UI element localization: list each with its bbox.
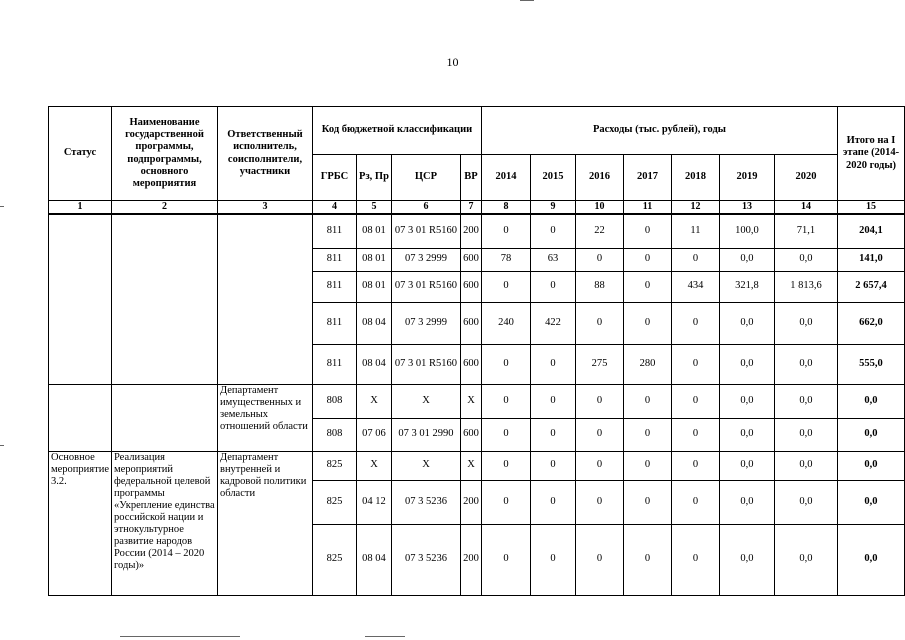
vr-cell: 600 [460, 418, 481, 451]
year-value-cell: 275 [575, 344, 623, 384]
year-value-cell: 0 [575, 451, 623, 480]
vr-cell: X [460, 384, 481, 418]
total-cell: 204,1 [837, 214, 904, 248]
year-value-cell: 0 [530, 524, 575, 595]
csr-cell: X [391, 451, 460, 480]
year-value-cell: 0,0 [719, 524, 774, 595]
header-year: 2015 [530, 155, 575, 201]
grbs-cell: 811 [312, 344, 356, 384]
header-year: 2020 [774, 155, 837, 201]
header-vr: ВР [460, 155, 481, 201]
year-value-cell: 0,0 [774, 384, 837, 418]
year-value-cell: 0,0 [719, 451, 774, 480]
vr-cell: X [460, 451, 481, 480]
year-value-cell: 0,0 [774, 344, 837, 384]
rz-cell: 08 04 [356, 524, 391, 595]
year-value-cell: 0,0 [719, 302, 774, 344]
csr-cell: 07 3 01 R5160 [391, 271, 460, 302]
year-value-cell: 0 [623, 384, 671, 418]
column-number: 11 [623, 201, 671, 215]
scan-mark [0, 206, 4, 207]
header-csr: ЦСР [391, 155, 460, 201]
column-number: 8 [481, 201, 530, 215]
year-value-cell: 0 [575, 248, 623, 271]
column-number: 10 [575, 201, 623, 215]
year-value-cell: 0 [671, 418, 719, 451]
year-value-cell: 63 [530, 248, 575, 271]
year-value-cell: 0 [671, 248, 719, 271]
vr-cell: 200 [460, 480, 481, 524]
rz-cell: 08 01 [356, 248, 391, 271]
rz-cell: 08 04 [356, 302, 391, 344]
year-value-cell: 1 813,6 [774, 271, 837, 302]
header-name: Наименование государственной программы, подпрограммы, основного мероприятия [111, 107, 217, 201]
year-value-cell: 0,0 [719, 418, 774, 451]
year-value-cell: 0 [481, 418, 530, 451]
year-value-cell: 0 [575, 302, 623, 344]
year-value-cell: 0 [530, 451, 575, 480]
year-value-cell: 0 [623, 524, 671, 595]
header-total: Итого на I этапе (2014-2020 годы) [837, 107, 904, 201]
page-number: 10 [446, 55, 459, 69]
year-value-cell: 0 [575, 418, 623, 451]
status-cell [49, 214, 112, 384]
header-status: Статус [49, 107, 112, 201]
table-row [49, 214, 905, 248]
year-value-cell: 0 [623, 451, 671, 480]
year-value-cell: 0,0 [774, 418, 837, 451]
csr-cell: 07 3 2999 [391, 302, 460, 344]
csr-cell: 07 3 01 R5160 [391, 214, 460, 248]
column-number: 2 [111, 201, 217, 215]
year-value-cell: 11 [671, 214, 719, 248]
grbs-cell: 811 [312, 302, 356, 344]
year-value-cell: 78 [481, 248, 530, 271]
grbs-cell: 808 [312, 418, 356, 451]
year-value-cell: 0 [623, 418, 671, 451]
header-year: 2018 [671, 155, 719, 201]
column-number: 9 [530, 201, 575, 215]
responsible-cell: Департамент имущественных и земельных отношений области [217, 384, 312, 451]
year-value-cell: 88 [575, 271, 623, 302]
year-value-cell: 280 [623, 344, 671, 384]
vr-cell: 600 [460, 271, 481, 302]
year-value-cell: 0 [623, 271, 671, 302]
header-year: 2016 [575, 155, 623, 201]
year-value-cell: 0 [530, 418, 575, 451]
header-expenses: Расходы (тыс. рублей), годы [481, 107, 837, 155]
column-number: 5 [356, 201, 391, 215]
grbs-cell: 811 [312, 271, 356, 302]
rz-cell: X [356, 451, 391, 480]
total-cell: 0,0 [837, 418, 904, 451]
year-value-cell: 0 [530, 384, 575, 418]
rz-cell: 07 06 [356, 418, 391, 451]
year-value-cell: 0 [671, 302, 719, 344]
year-value-cell: 0,0 [719, 480, 774, 524]
year-value-cell: 240 [481, 302, 530, 344]
total-cell: 555,0 [837, 344, 904, 384]
total-cell: 0,0 [837, 524, 904, 595]
year-value-cell: 0 [530, 271, 575, 302]
scan-mark [365, 636, 405, 637]
year-value-cell: 0 [623, 214, 671, 248]
year-value-cell: 422 [530, 302, 575, 344]
year-value-cell: 0 [671, 451, 719, 480]
name-cell [111, 214, 217, 384]
column-number: 12 [671, 201, 719, 215]
year-value-cell: 22 [575, 214, 623, 248]
year-value-cell: 0 [530, 480, 575, 524]
status-cell: Основное мероприятие 3.2. [49, 451, 112, 595]
year-value-cell: 0 [530, 344, 575, 384]
year-value-cell: 0 [481, 214, 530, 248]
grbs-cell: 811 [312, 214, 356, 248]
column-number: 7 [460, 201, 481, 215]
rz-cell: 08 01 [356, 214, 391, 248]
year-value-cell: 0 [671, 480, 719, 524]
year-value-cell: 71,1 [774, 214, 837, 248]
column-number-row [49, 201, 905, 215]
header-year: 2017 [623, 155, 671, 201]
responsible-cell: Департамент внутренней и кадровой политики области [217, 451, 312, 595]
table-row [49, 451, 905, 480]
year-value-cell: 0 [481, 451, 530, 480]
year-value-cell: 0 [481, 480, 530, 524]
budget-table [48, 106, 905, 596]
total-cell: 0,0 [837, 451, 904, 480]
vr-cell: 600 [460, 344, 481, 384]
year-value-cell: 0 [671, 384, 719, 418]
vr-cell: 200 [460, 524, 481, 595]
grbs-cell: 825 [312, 524, 356, 595]
csr-cell: 07 3 2999 [391, 248, 460, 271]
column-number: 3 [217, 201, 312, 215]
scan-mark [0, 445, 4, 446]
csr-cell: 07 3 01 2990 [391, 418, 460, 451]
header-year: 2019 [719, 155, 774, 201]
csr-cell: 07 3 5236 [391, 480, 460, 524]
year-value-cell: 0,0 [774, 524, 837, 595]
scan-mark [120, 636, 240, 637]
year-value-cell: 0 [530, 214, 575, 248]
column-number: 14 [774, 201, 837, 215]
year-value-cell: 0,0 [719, 384, 774, 418]
column-number: 13 [719, 201, 774, 215]
year-value-cell: 321,8 [719, 271, 774, 302]
year-value-cell: 0,0 [719, 344, 774, 384]
header-rz: Рз, Пр [356, 155, 391, 201]
rz-cell: 04 12 [356, 480, 391, 524]
year-value-cell: 0,0 [774, 302, 837, 344]
year-value-cell: 434 [671, 271, 719, 302]
vr-cell: 200 [460, 214, 481, 248]
status-cell [49, 384, 112, 451]
year-value-cell: 0,0 [774, 480, 837, 524]
total-cell: 0,0 [837, 384, 904, 418]
vr-cell: 600 [460, 302, 481, 344]
table-row [49, 384, 905, 418]
name-cell [111, 384, 217, 451]
csr-cell: 07 3 5236 [391, 524, 460, 595]
year-value-cell: 0 [575, 480, 623, 524]
year-value-cell: 0 [623, 248, 671, 271]
column-number: 4 [312, 201, 356, 215]
year-value-cell: 0 [623, 302, 671, 344]
grbs-cell: 825 [312, 451, 356, 480]
scan-mark [520, 0, 534, 1]
rz-cell: 08 04 [356, 344, 391, 384]
total-cell: 141,0 [837, 248, 904, 271]
vr-cell: 600 [460, 248, 481, 271]
year-value-cell: 0 [481, 524, 530, 595]
column-number: 1 [49, 201, 112, 215]
header-budget-code: Код бюджетной классификации [312, 107, 481, 155]
year-value-cell: 0 [671, 344, 719, 384]
name-cell: Реализация мероприятий федеральной целевой программы «Укрепление единства российской нации и этнокультурное развитие народов России (2014 – 2020 годы)» [111, 451, 217, 595]
year-value-cell: 0,0 [774, 248, 837, 271]
rz-cell: 08 01 [356, 271, 391, 302]
header-responsible: Ответственный исполнитель, соисполнители, участники [217, 107, 312, 201]
year-value-cell: 0,0 [719, 248, 774, 271]
header-year: 2014 [481, 155, 530, 201]
column-number: 15 [837, 201, 904, 215]
csr-cell: X [391, 384, 460, 418]
year-value-cell: 0 [575, 524, 623, 595]
grbs-cell: 811 [312, 248, 356, 271]
year-value-cell: 100,0 [719, 214, 774, 248]
year-value-cell: 0 [481, 271, 530, 302]
column-number: 6 [391, 201, 460, 215]
year-value-cell: 0 [481, 384, 530, 418]
rz-cell: X [356, 384, 391, 418]
grbs-cell: 825 [312, 480, 356, 524]
total-cell: 662,0 [837, 302, 904, 344]
year-value-cell: 0,0 [774, 451, 837, 480]
year-value-cell: 0 [481, 344, 530, 384]
year-value-cell: 0 [575, 384, 623, 418]
responsible-cell [217, 214, 312, 384]
total-cell: 2 657,4 [837, 271, 904, 302]
grbs-cell: 808 [312, 384, 356, 418]
year-value-cell: 0 [623, 480, 671, 524]
csr-cell: 07 3 01 R5160 [391, 344, 460, 384]
header-grbs: ГРБС [312, 155, 356, 201]
year-value-cell: 0 [671, 524, 719, 595]
total-cell: 0,0 [837, 480, 904, 524]
